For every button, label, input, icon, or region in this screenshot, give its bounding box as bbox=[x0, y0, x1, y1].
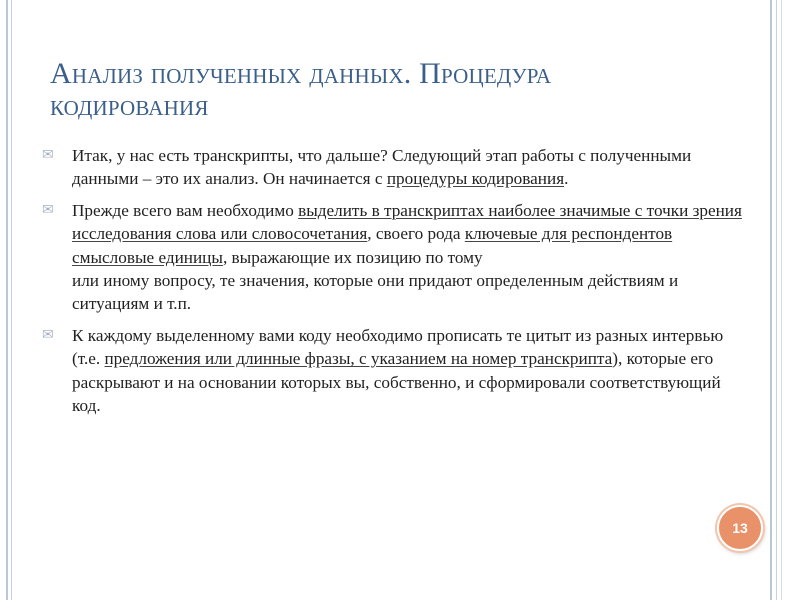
left-border-line bbox=[11, 0, 12, 600]
slide-title-line-2: кодирования bbox=[50, 89, 209, 122]
bullet-item-3 bbox=[40, 324, 745, 418]
bullet-text: . bbox=[564, 169, 569, 189]
bullet-text: Итак, у нас есть транскрипты, что дальше? Следующий этап работы с полученными данными – это их анализ. Он начинается с bbox=[72, 146, 692, 189]
left-border-line bbox=[6, 0, 8, 600]
right-border-line bbox=[781, 0, 782, 600]
bullet-item-2 bbox=[40, 199, 745, 316]
underlined-phrase: предложения или длинные фразы, с указанием на номер транскрипта bbox=[104, 349, 613, 369]
bullet-text: , выражающие их позицию по тому bbox=[222, 247, 483, 267]
bullet-marker-icon: ✉ bbox=[42, 326, 54, 343]
bullet-item-1 bbox=[40, 144, 745, 191]
bullet-text: или иному вопросу, те значения, которые они придают определенным действиям и ситуациям и т.п. bbox=[72, 271, 679, 314]
bullet-marker-icon: ✉ bbox=[42, 147, 54, 163]
bullet-text: Прежде всего вам необходимо bbox=[72, 200, 299, 220]
slide-body bbox=[40, 144, 745, 425]
bullet-marker-icon: ✉ bbox=[42, 201, 54, 218]
right-border-line bbox=[770, 0, 772, 600]
underlined-phrase: ключевые для респондентов смысловые единицы bbox=[72, 224, 673, 267]
slide-title bbox=[50, 58, 750, 122]
slide-title-line-1: Анализ полученных данных. Процедура bbox=[50, 57, 552, 90]
bullet-text: К каждому выделенному вами коду необходимо прописать те цитыт из разных интервью (т.е. bbox=[72, 325, 724, 369]
underlined-phrase: выделить в транскриптах наиболее значимые с точки зрения исследования слова или словосочетания bbox=[72, 200, 742, 244]
bullet-text: ), которые его раскрывают и на основании которых вы, собственно, и сформировали соответствующий код. bbox=[72, 349, 721, 416]
page-number-badge: 13 bbox=[717, 505, 763, 551]
bullet-text: , своего рода bbox=[367, 224, 465, 244]
right-border-line bbox=[776, 0, 777, 600]
underlined-phrase: процедуры кодирования bbox=[386, 169, 565, 189]
